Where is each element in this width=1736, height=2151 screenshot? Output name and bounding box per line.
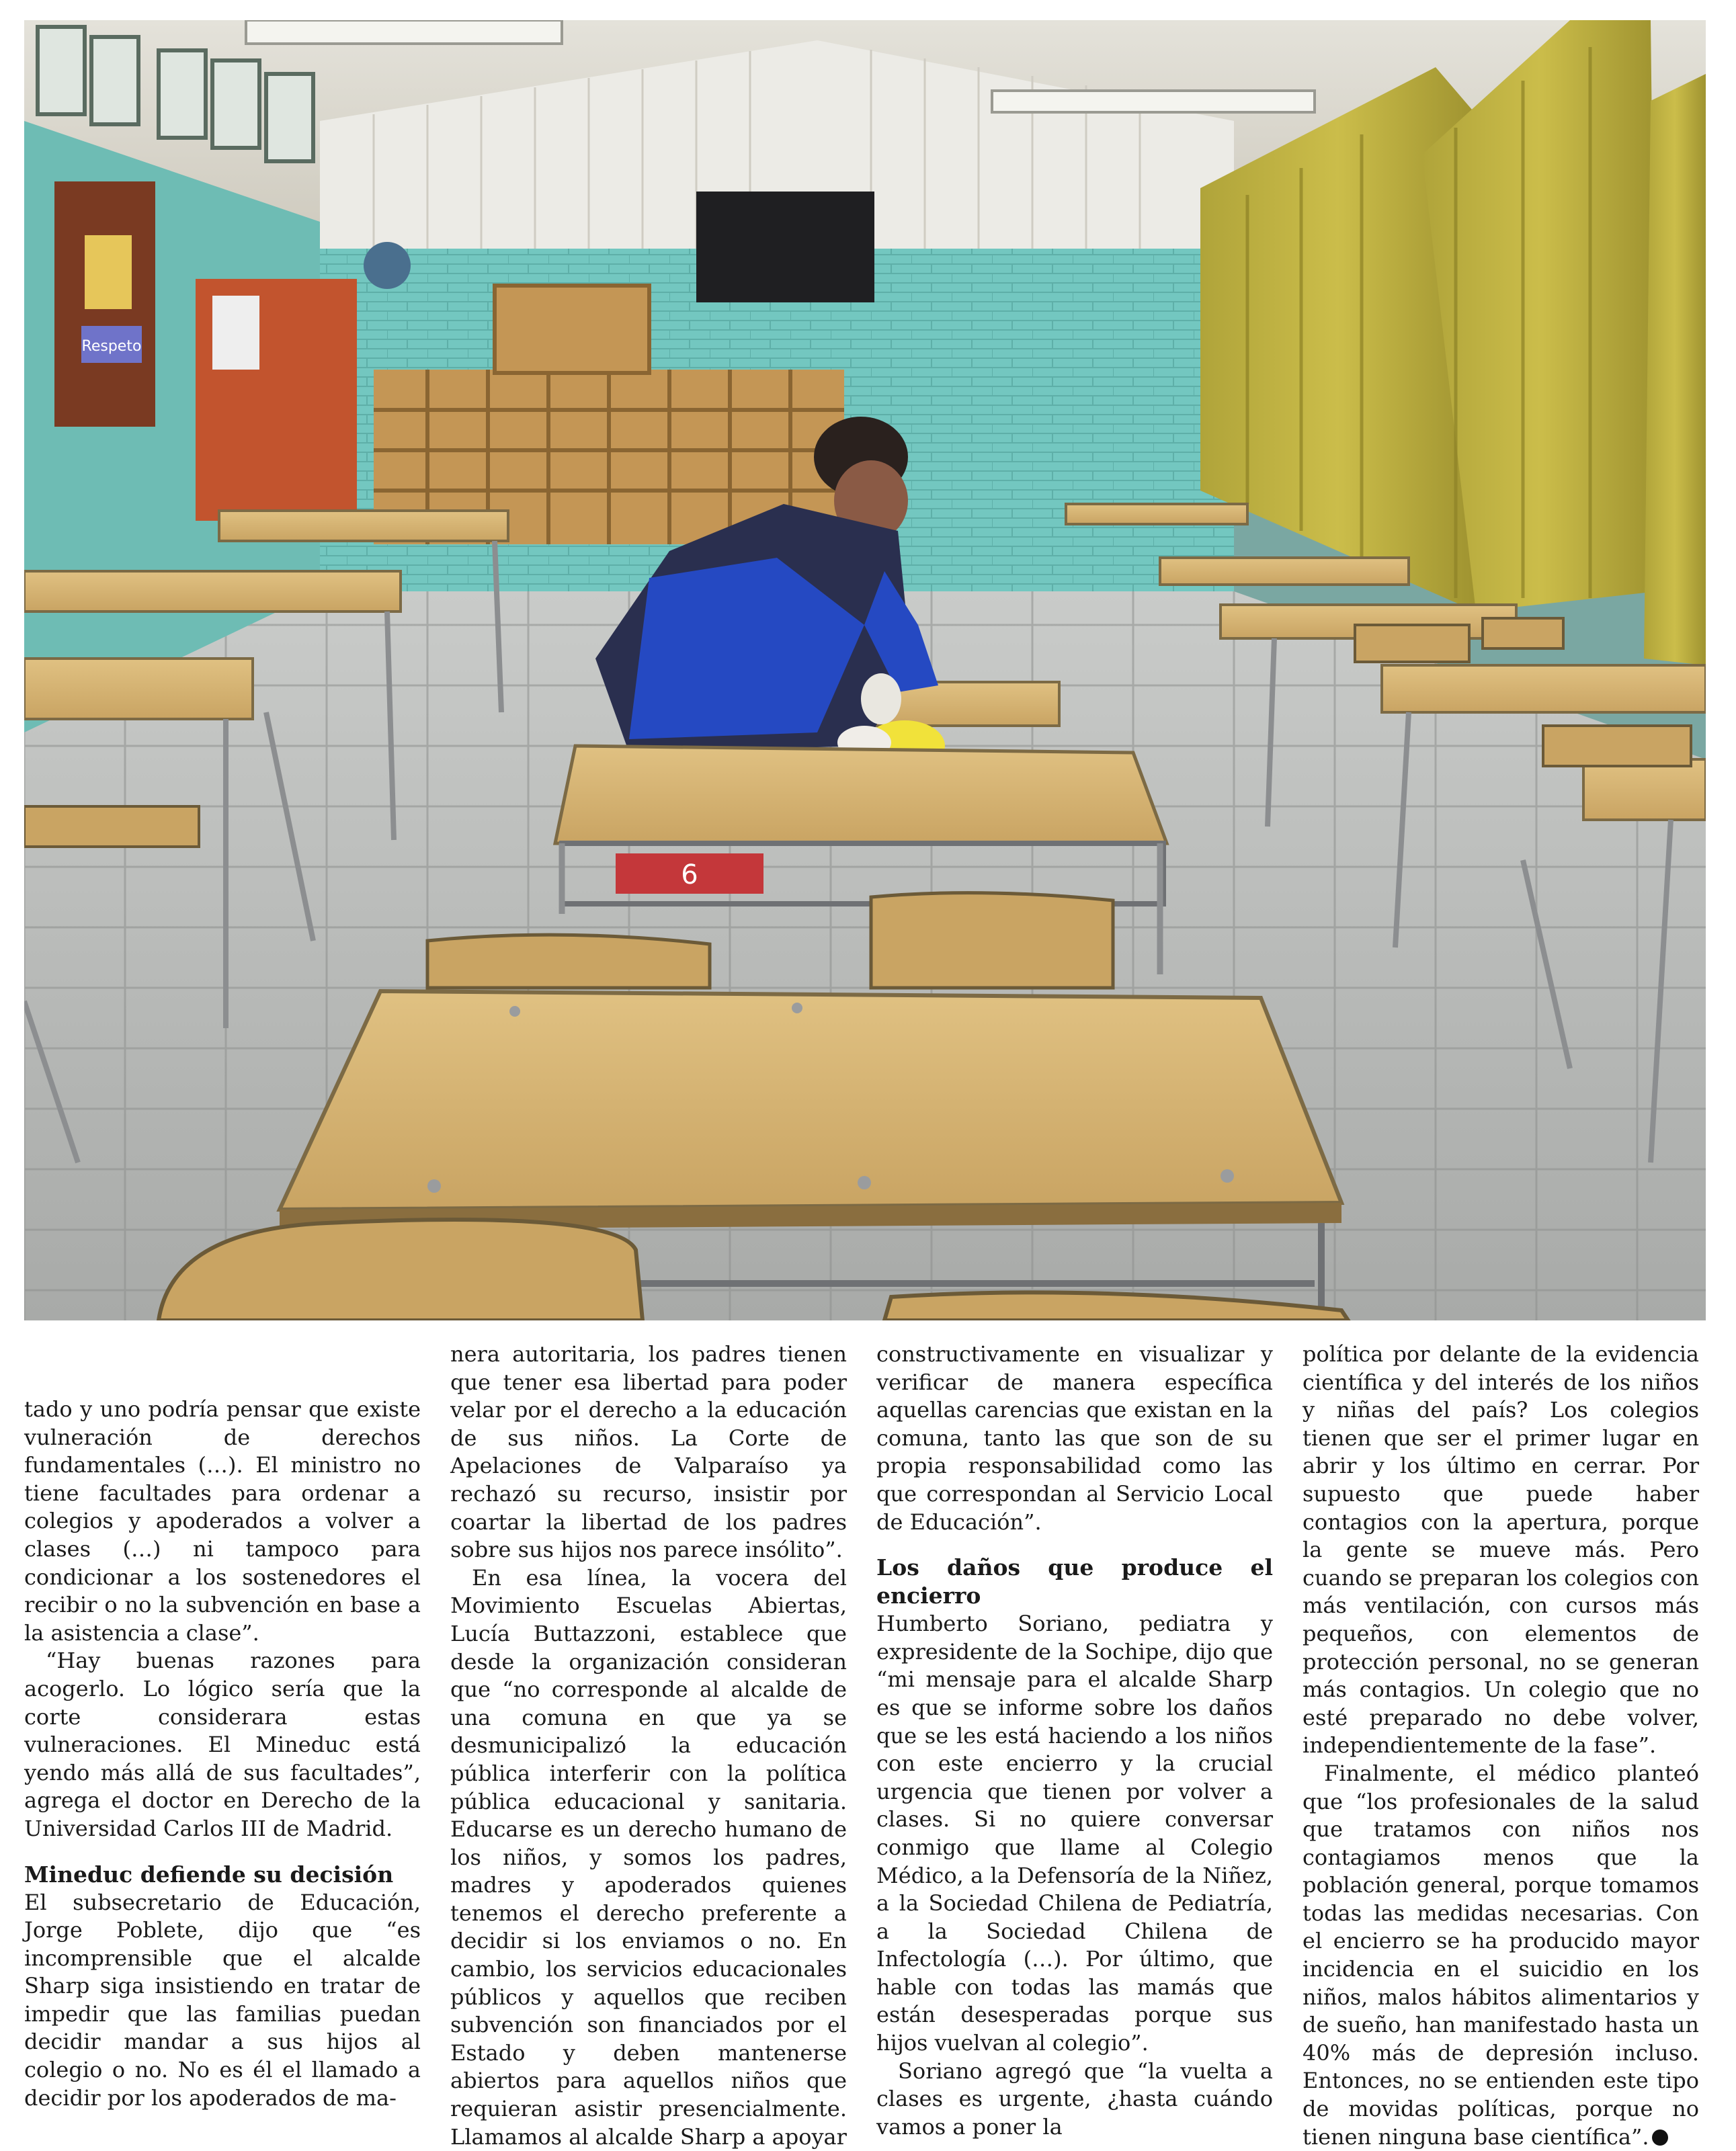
paragraph: Soriano agregó que “la vuelta a clases es urgente, ¿hasta cuándo vamos a poner la — [876, 2058, 1273, 2140]
desk-label: 6 — [681, 859, 698, 890]
paragraph: “Hay buenas razones para acogerlo. Lo lógico sería que la corte considerara estas vulneraciones. El Mineduc está yendo más allá de sus facultades”, agrega el doctor en Derecho de la Universidad Carlos III de Madrid. — [24, 1648, 421, 1841]
section-heading: Mineduc defiende su decisión — [24, 1861, 394, 1888]
paragraph: política por delante de la evidencia científica y del interés de los niños y niñas del país? Los colegios tienen que ser el primer lugar en abrir y los último en cerrar. Por supuesto que puede haber contagios con la apertura, porque la gente se mueve más. Pero cuando se preparan los colegios con más ventilación, con cursos más pequeños, con elementos de protección personal, no se generan más contagios. Un colegio que no esté preparado no debe volver, independientemente de la fase”. — [1303, 1341, 1699, 1759]
paragraph: nera autoritaria, los padres tienen que tener esa libertad para poder velar por el derecho a la educación de sus niños. La Corte de Apelaciones de Valparaíso ya rechazó su recurso, insistir por coartar la libertad de los padres sobre sus hijos nos parece insólito”. — [450, 1341, 847, 1563]
classroom-photo-illustration — [24, 20, 1706, 1320]
article-column-3 — [876, 1341, 1273, 2140]
article-column-2 — [450, 1341, 847, 2150]
paragraph: En esa línea, la vocera del Movimiento Escuelas Abiertas, Lucía Buttazzoni, establece que desde la organización consideran que “no corresponde al alcalde de una comuna en que ya se desmunicipalizó la educación pública interferir con la política pública educacional y sanitaria. Educarse es un derecho humano de los niños, y somos los padres, madres y apoderados quienes tenemos el derecho preferente a decidir si los enviamos o no. En cambio, los servicios educacionales públicos y aquellos que reciben subvención son financiados por el Estado y deben mantenerse abiertos para aquellos niños que requieran asistir presencialmente. Llamamos al alcalde Sharp a apoyar — [450, 1564, 847, 2150]
section-heading: Los daños que produce el encierro — [876, 1554, 1273, 1609]
paragraph: tado y uno podría pensar que existe vulneración de derechos fundamentales (…). El ministro no tiene facultades para ordenar a colegios y apoderados a volver a clases (…) ni tampoco para condicionar a los sostenedores el recibir o no la subvención en base a la asistencia a clase”. — [24, 1396, 421, 1646]
end-of-article-icon — [1652, 2129, 1668, 2146]
paragraph: El subsecretario de Educación, Jorge Poblete, dijo que “es incomprensible que el alcalde Sharp siga insistiendo en tratar de impedir que las familias puedan decidir mandar a sus hijos al colegio o no. No es él el llamado a decidir por los apoderados de ma- — [24, 1889, 421, 2111]
article-body — [24, 1341, 1706, 2150]
paragraph: constructivamente en visualizar y verificar de manera específica aquellas carencias que existan en la comuna, tanto las que son de su propia responsabilidad como las que correspondan al Servicio Local de Educación”. — [876, 1341, 1273, 1535]
article-column-1 — [24, 1341, 421, 2111]
respeto-sign: Respeto — [81, 338, 142, 355]
paragraph — [1303, 1760, 1699, 2151]
article-column-4 — [1303, 1341, 1699, 2150]
paragraph: Humberto Soriano, pediatra y expresidente de la Sochipe, dijo que “mi mensaje para el alcalde Sharp es que se informe sobre los daños que se les está haciendo a los niños con este encierro y la crucial urgencia que tienen por volver a clases. Si no quiere conversar conmigo que llame al Colegio Médico, a la Defensoría de la Niñez, a la Sociedad Chilena de Pediatría, a la Sociedad Chilena de Infectología (…). Por último, que hable con todas las mamás que están desesperadas porque sus hijos vuelvan al colegio”. — [876, 1611, 1273, 2056]
classroom-photo — [24, 20, 1706, 1320]
paragraph-text: Finalmente, el médico planteó que “los profesionales de la salud que tratamos con niños nos contagiamos menos que la población general, porque tomamos todas las medidas necesarias. Con el encierro se ha producido mayor incidencia en el suicidio en los niños, malos hábitos alimentarios y de sueño, han manifestado hasta un 40% más de depresión incluso. Entonces, no se entienden este tipo de movidas políticas, porque no tienen ninguna base científica”. — [1303, 1760, 1699, 2150]
